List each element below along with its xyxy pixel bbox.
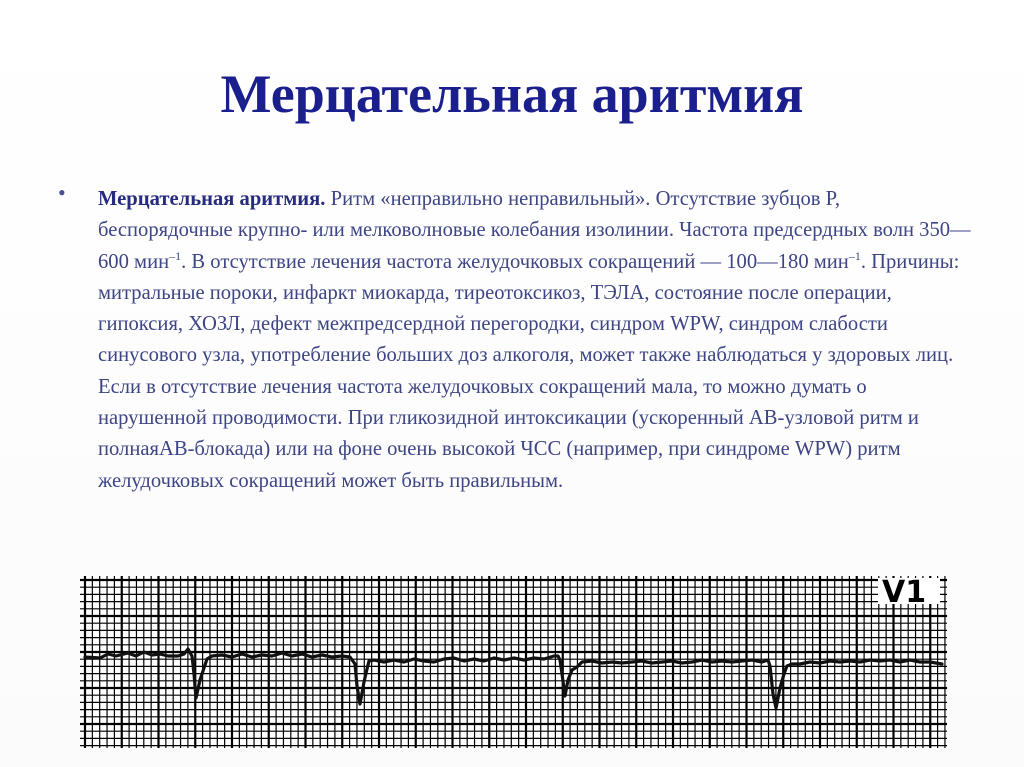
paragraph-segment: Ритм «неправильно неправильный». Отсутствие зубцов P, беспорядочные крупно- или мелковолновые колебания изолинии. Частота предсердных волн 350—600 мин — [98, 188, 971, 273]
ecg-strip — [80, 576, 947, 748]
paragraph-segment: . В отсутствие лечения частота желудочковых сокращений — 100—180 мин — [181, 250, 849, 273]
superscript: –1 — [848, 248, 861, 263]
paragraph-lead: Мерцательная аритмия. — [98, 188, 326, 210]
slide-title: Мерцательная аритмия — [220, 64, 804, 124]
bullet-marker: • — [58, 180, 66, 205]
superscript: –1 — [169, 248, 182, 263]
paragraph-segment: . Причины: митральные пороки, инфаркт миокарда, тиреотоксикоз, ТЭЛА, состояние после операции, гипоксия, ХОЗЛ, дефект межпредсердной перегородки, синдром WPW, синдром слабости синусового узла, употребление больших доз алкоголя, может также наблюдаться у здоровых лиц. Если в отсутствие лечения частота желудочковых сокращений мала, то можно думать о нарушенной проводимости. При гликозидной интоксикации (ускоренный АВ-узловой ритм и полнаяАВ-блокада) или на фоне очень высокой ЧСС (например, при синдроме WPW) ритм желудочковых сокращений может быть правильным. — [98, 250, 960, 492]
ecg-lead-text: V1 — [882, 576, 927, 610]
body-paragraph — [98, 184, 978, 497]
